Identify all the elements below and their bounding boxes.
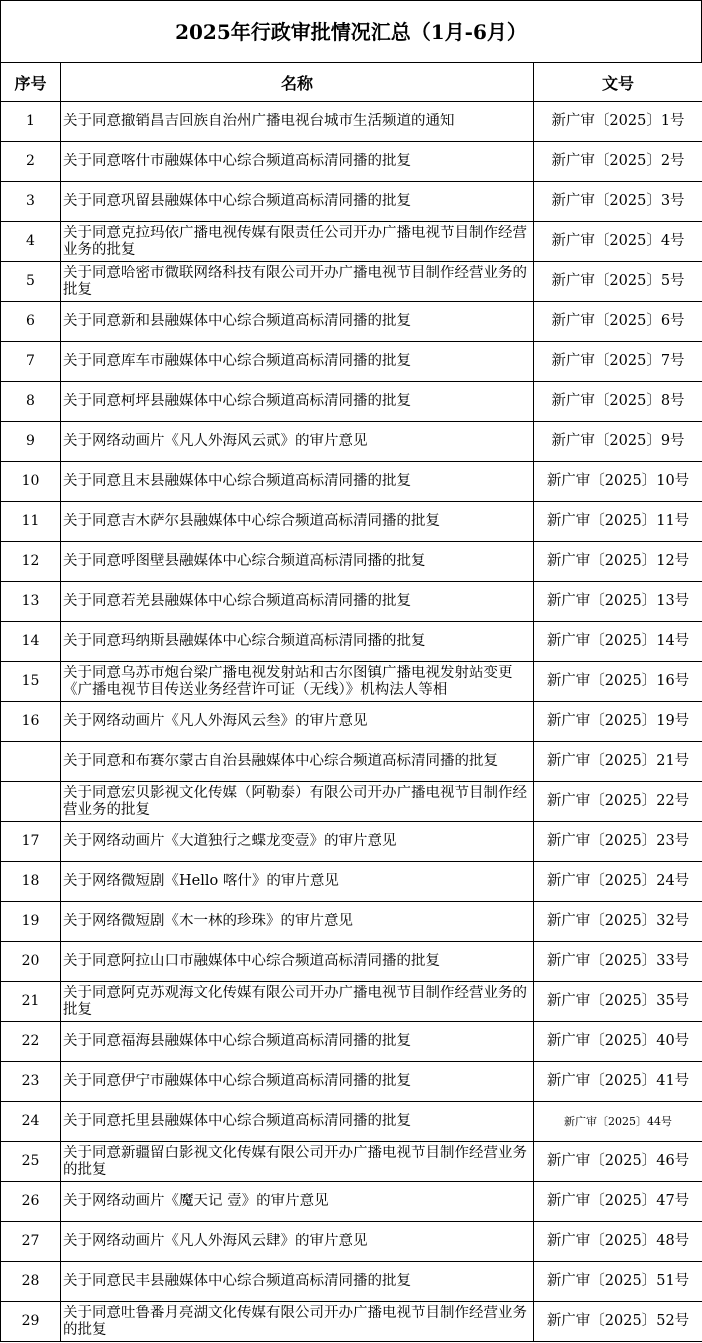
row-name: 关于网络动画片《凡人外海风云肆》的审片意见 (63, 1233, 368, 1249)
row-name: 关于同意阿拉山口市融媒体中心综合频道高标清同播的批复 (63, 953, 440, 969)
row-name-cell (61, 462, 534, 502)
row-seq: 17 (1, 822, 61, 862)
row-name-cell (61, 622, 534, 662)
row-doc-number: 新广审〔2025〕44号 (534, 1102, 702, 1142)
table-row (1, 782, 702, 822)
row-name-cell (61, 422, 534, 462)
row-name-cell (61, 1142, 534, 1182)
row-doc-number: 新广审〔2025〕16号 (534, 662, 702, 702)
row-name: 关于同意柯坪县融媒体中心综合频道高标清同播的批复 (63, 393, 411, 409)
table-row (1, 1222, 702, 1262)
table-row (1, 1022, 702, 1062)
row-name-cell (61, 822, 534, 862)
row-seq: 14 (1, 622, 61, 662)
row-name-cell (61, 302, 534, 342)
row-name: 关于同意托里县融媒体中心综合频道高标清同播的批复 (63, 1113, 411, 1129)
row-name-cell (61, 1022, 534, 1062)
row-name: 关于同意新疆留白影视文化传媒有限公司开办广播电视节目制作经营业务的批复 (63, 1144, 527, 1178)
row-doc-number: 新广审〔2025〕4号 (534, 222, 702, 262)
row-doc-number: 新广审〔2025〕33号 (534, 942, 702, 982)
row-name: 关于同意撤销昌吉回族自治州广播电视台城市生活频道的通知 (63, 113, 455, 129)
row-doc-number: 新广审〔2025〕23号 (534, 822, 702, 862)
row-doc-number: 新广审〔2025〕11号 (534, 502, 702, 542)
row-seq (1, 742, 61, 782)
row-doc-number: 新广审〔2025〕7号 (534, 342, 702, 382)
row-name-cell (61, 982, 534, 1022)
row-name-cell (61, 1102, 534, 1142)
row-name: 关于同意且末县融媒体中心综合频道高标清同播的批复 (63, 473, 411, 489)
row-seq: 25 (1, 1142, 61, 1182)
row-doc-number: 新广审〔2025〕3号 (534, 182, 702, 222)
table-row (1, 902, 702, 942)
table-row (1, 1302, 702, 1342)
row-doc-number: 新广审〔2025〕13号 (534, 582, 702, 622)
row-doc-number: 新广审〔2025〕40号 (534, 1022, 702, 1062)
row-name-cell (61, 862, 534, 902)
row-seq: 3 (1, 182, 61, 222)
row-doc-number: 新广审〔2025〕8号 (534, 382, 702, 422)
row-seq: 22 (1, 1022, 61, 1062)
row-name: 关于同意哈密市微联网络科技有限公司开办广播电视节目制作经营业务的批复 (63, 264, 527, 298)
row-seq: 9 (1, 422, 61, 462)
row-name: 关于同意库车市融媒体中心综合频道高标清同播的批复 (63, 353, 411, 369)
table-row (1, 662, 702, 702)
table-row (1, 302, 702, 342)
row-name-cell (61, 542, 534, 582)
row-doc-number: 新广审〔2025〕1号 (534, 102, 702, 142)
row-seq: 21 (1, 982, 61, 1022)
row-name-cell (61, 1182, 534, 1222)
row-name-cell (61, 1062, 534, 1102)
row-doc-number: 新广审〔2025〕48号 (534, 1222, 702, 1262)
row-name: 关于同意民丰县融媒体中心综合频道高标清同播的批复 (63, 1273, 411, 1289)
table-row (1, 182, 702, 222)
row-name: 关于网络动画片《凡人外海风云叁》的审片意见 (63, 713, 368, 729)
table-row (1, 142, 702, 182)
row-name: 关于同意乌苏市炮台梁广播电视发射站和古尔图镇广播电视发射站变更《广播电视节目传送业务经营许可证（无线）》机构法人等相 (63, 664, 513, 698)
table-row (1, 1062, 702, 1102)
row-name-cell (61, 662, 534, 702)
row-name-cell (61, 382, 534, 422)
row-name: 关于网络动画片《大道独行之蝶龙变壹》的审片意见 (63, 833, 397, 849)
table-body (1, 102, 702, 1342)
row-doc-number: 新广审〔2025〕12号 (534, 542, 702, 582)
table-row (1, 422, 702, 462)
row-seq (1, 782, 61, 822)
row-doc-number: 新广审〔2025〕47号 (534, 1182, 702, 1222)
row-doc-number: 新广审〔2025〕32号 (534, 902, 702, 942)
row-doc-number: 新广审〔2025〕5号 (534, 262, 702, 302)
row-doc-number: 新广审〔2025〕9号 (534, 422, 702, 462)
row-seq: 23 (1, 1062, 61, 1102)
row-name: 关于同意宏贝影视文化传媒（阿勒泰）有限公司开办广播电视节目制作经营业务的批复 (63, 784, 527, 818)
table-row (1, 262, 702, 302)
table-row (1, 822, 702, 862)
approval-table (0, 62, 702, 1342)
row-seq: 19 (1, 902, 61, 942)
row-seq: 18 (1, 862, 61, 902)
row-name: 关于同意阿克苏观海文化传媒有限公司开办广播电视节目制作经营业务的批复 (63, 984, 527, 1018)
row-name-cell (61, 502, 534, 542)
row-seq: 7 (1, 342, 61, 382)
row-name-cell (61, 902, 534, 942)
row-name-cell (61, 1262, 534, 1302)
row-doc-number: 新广审〔2025〕10号 (534, 462, 702, 502)
row-name: 关于同意和布赛尔蒙古自治县融媒体中心综合频道高标清同播的批复 (63, 753, 498, 769)
row-seq: 2 (1, 142, 61, 182)
row-seq: 5 (1, 262, 61, 302)
table-row (1, 982, 702, 1022)
table-row (1, 702, 702, 742)
row-doc-number: 新广审〔2025〕2号 (534, 142, 702, 182)
table-row (1, 942, 702, 982)
row-seq: 16 (1, 702, 61, 742)
row-seq: 6 (1, 302, 61, 342)
row-doc-number: 新广审〔2025〕6号 (534, 302, 702, 342)
row-name: 关于网络动画片《魔天记 壹》的审片意见 (63, 1193, 329, 1209)
row-doc-number: 新广审〔2025〕14号 (534, 622, 702, 662)
row-name-cell (61, 942, 534, 982)
row-seq: 11 (1, 502, 61, 542)
header-seq: 序号 (1, 63, 61, 102)
table-row (1, 622, 702, 662)
row-seq: 1 (1, 102, 61, 142)
row-name-cell (61, 142, 534, 182)
row-doc-number: 新广审〔2025〕21号 (534, 742, 702, 782)
table-row (1, 1262, 702, 1302)
table-row (1, 502, 702, 542)
row-name: 关于网络微短剧《Hello 喀什》的审片意见 (63, 873, 339, 889)
row-name-cell (61, 702, 534, 742)
table-row (1, 462, 702, 502)
row-doc-number: 新广审〔2025〕51号 (534, 1262, 702, 1302)
row-name-cell (61, 582, 534, 622)
row-seq: 15 (1, 662, 61, 702)
row-doc-number: 新广审〔2025〕41号 (534, 1062, 702, 1102)
row-name-cell (61, 742, 534, 782)
row-name: 关于同意新和县融媒体中心综合频道高标清同播的批复 (63, 313, 411, 329)
row-name: 关于同意玛纳斯县融媒体中心综合频道高标清同播的批复 (63, 633, 426, 649)
table-row (1, 1182, 702, 1222)
header-doc: 文号 (534, 63, 702, 102)
row-doc-number: 新广审〔2025〕35号 (534, 982, 702, 1022)
row-seq: 24 (1, 1102, 61, 1142)
table-row (1, 382, 702, 422)
row-name-cell (61, 782, 534, 822)
row-name: 关于同意呼图壁县融媒体中心综合频道高标清同播的批复 (63, 553, 426, 569)
row-name-cell (61, 262, 534, 302)
table-header-row (1, 63, 702, 102)
row-name: 关于同意伊宁市融媒体中心综合频道高标清同播的批复 (63, 1073, 411, 1089)
row-name-cell (61, 182, 534, 222)
table-row (1, 542, 702, 582)
row-name-cell (61, 1222, 534, 1262)
row-seq: 27 (1, 1222, 61, 1262)
row-seq: 10 (1, 462, 61, 502)
row-seq: 29 (1, 1302, 61, 1342)
table-row (1, 1102, 702, 1142)
row-seq: 8 (1, 382, 61, 422)
row-name: 关于同意吐鲁番月亮湖文化传媒有限公司开办广播电视节目制作经营业务的批复 (63, 1304, 527, 1338)
row-name: 关于网络动画片《凡人外海风云贰》的审片意见 (63, 433, 368, 449)
table-row (1, 742, 702, 782)
row-name: 关于同意喀什市融媒体中心综合频道高标清同播的批复 (63, 153, 411, 169)
row-doc-number: 新广审〔2025〕22号 (534, 782, 702, 822)
row-name-cell (61, 342, 534, 382)
row-name: 关于同意吉木萨尔县融媒体中心综合频道高标清同播的批复 (63, 513, 440, 529)
table-row (1, 582, 702, 622)
row-name-cell (61, 1302, 534, 1342)
row-seq: 28 (1, 1262, 61, 1302)
row-seq: 4 (1, 222, 61, 262)
row-seq: 26 (1, 1182, 61, 1222)
row-seq: 12 (1, 542, 61, 582)
row-name: 关于同意若羌县融媒体中心综合频道高标清同播的批复 (63, 593, 411, 609)
row-name-cell (61, 222, 534, 262)
row-name-cell (61, 102, 534, 142)
row-seq: 20 (1, 942, 61, 982)
row-name: 关于同意巩留县融媒体中心综合频道高标清同播的批复 (63, 193, 411, 209)
row-name: 关于同意福海县融媒体中心综合频道高标清同播的批复 (63, 1033, 411, 1049)
row-name: 关于同意克拉玛依广播电视传媒有限责任公司开办广播电视节目制作经营业务的批复 (63, 224, 527, 258)
table-row (1, 1142, 702, 1182)
row-doc-number: 新广审〔2025〕24号 (534, 862, 702, 902)
table-row (1, 862, 702, 902)
table-row (1, 102, 702, 142)
table-row (1, 222, 702, 262)
row-doc-number: 新广审〔2025〕19号 (534, 702, 702, 742)
row-doc-number: 新广审〔2025〕52号 (534, 1302, 702, 1342)
row-name: 关于网络微短剧《木一林的珍珠》的审片意见 (63, 913, 353, 929)
header-name: 名称 (61, 63, 534, 102)
row-doc-number: 新广审〔2025〕46号 (534, 1142, 702, 1182)
page-title: 2025年行政审批情况汇总（1月-6月） (0, 0, 702, 62)
row-seq: 13 (1, 582, 61, 622)
table-row (1, 342, 702, 382)
